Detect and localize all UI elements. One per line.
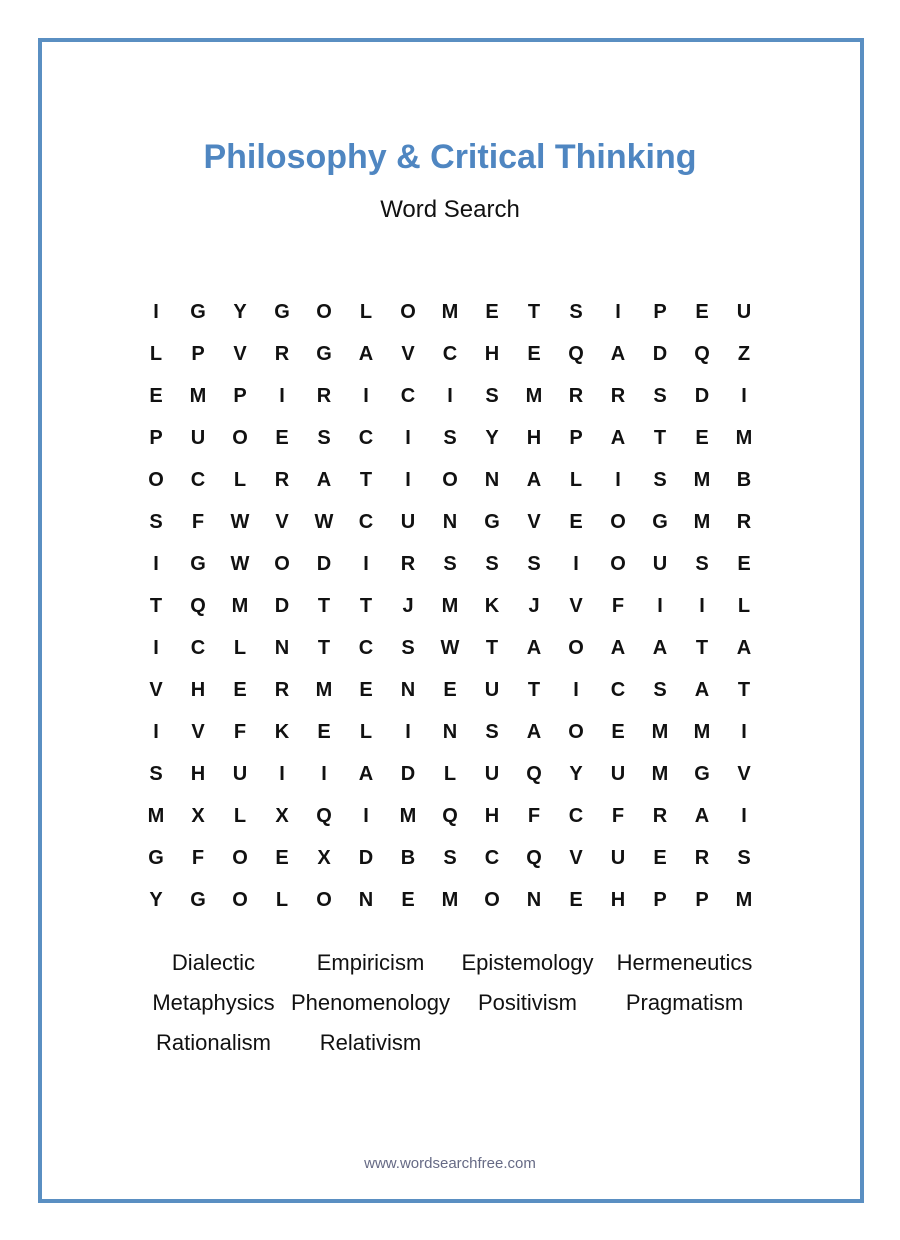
grid-letter: A: [610, 426, 626, 449]
grid-letter: M: [525, 384, 543, 407]
grid-letter: U: [652, 552, 668, 575]
word-list-item: Positivism: [477, 990, 577, 1015]
grid-letter: L: [233, 468, 247, 491]
grid-letter: T: [317, 636, 331, 659]
grid-letter: Q: [526, 762, 542, 785]
grid-letter: L: [737, 594, 751, 617]
grid-letter: F: [611, 594, 625, 617]
grid-letter: J: [402, 594, 414, 617]
grid-letter: R: [610, 384, 626, 407]
grid-letter: S: [317, 426, 331, 449]
grid-letter: E: [611, 720, 625, 743]
page-title: Philosophy & Critical Thinking: [203, 138, 697, 176]
grid-letter: W: [230, 510, 250, 533]
grid-letter: D: [694, 384, 710, 407]
grid-letter: J: [528, 594, 540, 617]
grid-letter: T: [527, 678, 541, 701]
grid-letter: V: [569, 594, 583, 617]
grid-letter: Q: [568, 342, 584, 365]
grid-letter: O: [316, 300, 332, 323]
word-list-item: Epistemology: [461, 950, 594, 975]
grid-letter: I: [741, 804, 747, 827]
grid-letter: S: [569, 300, 583, 323]
grid-letter: R: [274, 342, 290, 365]
grid-letter: Y: [149, 888, 163, 911]
grid-letter: S: [737, 846, 751, 869]
grid-letter: Y: [485, 426, 499, 449]
grid-letter: M: [693, 510, 711, 533]
grid-letter: W: [440, 636, 460, 659]
grid-letter: L: [275, 888, 289, 911]
grid-letter: A: [316, 468, 332, 491]
grid-letter: I: [615, 300, 621, 323]
grid-letter: U: [484, 678, 500, 701]
grid-letter: Q: [694, 342, 710, 365]
grid-letter: A: [358, 762, 374, 785]
grid-letter: A: [526, 636, 542, 659]
grid-letter: Q: [526, 846, 542, 869]
grid-letter: I: [153, 720, 159, 743]
grid-letter: N: [442, 720, 458, 743]
grid-letter: D: [274, 594, 290, 617]
letter-grid: [135, 291, 765, 921]
grid-letter: A: [736, 636, 752, 659]
grid-letter: U: [190, 426, 206, 449]
grid-letter: I: [153, 552, 159, 575]
grid-letter: O: [568, 720, 584, 743]
grid-letter: H: [190, 762, 206, 785]
grid-letter: E: [317, 720, 331, 743]
grid-letter: S: [149, 762, 163, 785]
grid-letter: I: [363, 552, 369, 575]
grid-letter: I: [153, 300, 159, 323]
grid-letter: T: [359, 468, 373, 491]
grid-letter: W: [230, 552, 250, 575]
grid-letter: T: [485, 636, 499, 659]
grid-letter: L: [569, 468, 583, 491]
grid-letter: E: [443, 678, 457, 701]
grid-letter: L: [443, 762, 457, 785]
grid-letter: M: [315, 678, 333, 701]
grid-letter: O: [232, 426, 248, 449]
grid-letter: I: [741, 720, 747, 743]
grid-letter: S: [149, 510, 163, 533]
grid-letter: O: [316, 888, 332, 911]
grid-letter: S: [485, 720, 499, 743]
grid-letter: X: [317, 846, 331, 869]
grid-letter: C: [442, 342, 458, 365]
grid-letter: R: [736, 510, 752, 533]
grid-letter: L: [359, 300, 373, 323]
grid-letter: S: [485, 552, 499, 575]
grid-letter: I: [279, 762, 285, 785]
grid-letter: C: [358, 510, 374, 533]
grid-letter: T: [149, 594, 163, 617]
grid-letter: F: [527, 804, 541, 827]
grid-letter: I: [573, 552, 579, 575]
grid-letter: M: [441, 888, 459, 911]
grid-letter: M: [231, 594, 249, 617]
grid-letter: G: [652, 510, 668, 533]
grid-letter: Q: [442, 804, 458, 827]
grid-letter: B: [736, 468, 752, 491]
grid-letter: P: [191, 342, 205, 365]
grid-letter: A: [358, 342, 374, 365]
grid-letter: C: [358, 426, 374, 449]
word-list: [135, 943, 763, 1063]
grid-letter: A: [694, 804, 710, 827]
grid-letter: R: [652, 804, 668, 827]
grid-letter: I: [699, 594, 705, 617]
grid-letter: G: [148, 846, 164, 869]
grid-letter: I: [153, 636, 159, 659]
grid-letter: E: [527, 342, 541, 365]
grid-letter: S: [401, 636, 415, 659]
grid-letter: I: [363, 804, 369, 827]
grid-letter: X: [275, 804, 289, 827]
grid-letter: U: [232, 762, 248, 785]
grid-letter: C: [400, 384, 416, 407]
grid-letter: M: [651, 762, 669, 785]
grid-letter: C: [358, 636, 374, 659]
grid-letter: A: [526, 720, 542, 743]
word-list-item: Rationalism: [156, 1030, 271, 1055]
grid-letter: L: [233, 804, 247, 827]
grid-letter: P: [233, 384, 247, 407]
grid-letter: X: [191, 804, 205, 827]
grid-letter: E: [401, 888, 415, 911]
grid-letter: O: [274, 552, 290, 575]
grid-letter: N: [274, 636, 290, 659]
grid-letter: U: [736, 300, 752, 323]
grid-letter: D: [652, 342, 668, 365]
grid-letter: I: [321, 762, 327, 785]
grid-letter: H: [610, 888, 626, 911]
grid-letter: S: [527, 552, 541, 575]
grid-letter: U: [610, 762, 626, 785]
grid-letter: R: [316, 384, 332, 407]
grid-letter: A: [694, 678, 710, 701]
grid-letter: S: [653, 678, 667, 701]
grid-letter: Z: [737, 342, 751, 365]
grid-letter: C: [190, 636, 206, 659]
grid-letter: A: [526, 468, 542, 491]
grid-letter: T: [653, 426, 667, 449]
grid-letter: O: [400, 300, 416, 323]
grid-letter: R: [400, 552, 416, 575]
grid-letter: M: [441, 300, 459, 323]
grid-letter: I: [447, 384, 453, 407]
grid-letter: Y: [233, 300, 247, 323]
grid-letter: E: [485, 300, 499, 323]
grid-letter: O: [232, 846, 248, 869]
grid-letter: N: [484, 468, 500, 491]
grid-letter: I: [615, 468, 621, 491]
grid-letter: I: [405, 468, 411, 491]
grid-letter: C: [484, 846, 500, 869]
grid-letter: G: [484, 510, 500, 533]
grid-letter: T: [527, 300, 541, 323]
grid-letter: G: [190, 300, 206, 323]
grid-letter: G: [190, 552, 206, 575]
grid-letter: G: [190, 888, 206, 911]
grid-letter: I: [363, 384, 369, 407]
word-list-item: Dialectic: [171, 950, 256, 975]
grid-letter: V: [737, 762, 751, 785]
grid-letter: S: [443, 552, 457, 575]
grid-letter: S: [443, 426, 457, 449]
grid-letter: E: [233, 678, 247, 701]
grid-letter: K: [274, 720, 290, 743]
grid-letter: U: [400, 510, 416, 533]
grid-letter: L: [359, 720, 373, 743]
word-list-item: Relativism: [319, 1030, 422, 1055]
grid-letter: M: [735, 888, 753, 911]
grid-letter: M: [651, 720, 669, 743]
word-list-item: Metaphysics: [152, 990, 275, 1015]
grid-letter: L: [233, 636, 247, 659]
word-list-item: Phenomenology: [291, 990, 451, 1015]
grid-letter: M: [147, 804, 165, 827]
grid-letter: O: [442, 468, 458, 491]
grid-letter: H: [484, 804, 500, 827]
grid-letter: V: [149, 678, 163, 701]
grid-letter: S: [443, 846, 457, 869]
grid-letter: G: [316, 342, 332, 365]
grid-letter: V: [527, 510, 541, 533]
grid-letter: Y: [569, 762, 583, 785]
grid-letter: I: [279, 384, 285, 407]
grid-letter: A: [610, 342, 626, 365]
grid-letter: E: [569, 510, 583, 533]
grid-letter: V: [233, 342, 247, 365]
grid-letter: Q: [316, 804, 332, 827]
grid-letter: N: [442, 510, 458, 533]
word-list-item: Empiricism: [316, 950, 425, 975]
grid-letter: R: [274, 468, 290, 491]
grid-letter: T: [359, 594, 373, 617]
grid-letter: E: [275, 426, 289, 449]
grid-letter: G: [274, 300, 290, 323]
grid-letter: E: [695, 300, 709, 323]
grid-letter: A: [610, 636, 626, 659]
grid-letter: E: [653, 846, 667, 869]
grid-letter: U: [484, 762, 500, 785]
grid-letter: S: [695, 552, 709, 575]
grid-letter: T: [317, 594, 331, 617]
grid-letter: M: [693, 468, 711, 491]
grid-letter: R: [694, 846, 710, 869]
grid-letter: H: [484, 342, 500, 365]
grid-letter: O: [232, 888, 248, 911]
grid-letter: G: [694, 762, 710, 785]
grid-letter: E: [737, 552, 751, 575]
grid-letter: D: [358, 846, 374, 869]
grid-letter: R: [274, 678, 290, 701]
grid-letter: T: [737, 678, 751, 701]
grid-letter: M: [735, 426, 753, 449]
grid-letter: O: [148, 468, 164, 491]
grid-letter: L: [149, 342, 163, 365]
grid-letter: F: [191, 846, 205, 869]
grid-letter: V: [401, 342, 415, 365]
grid-letter: D: [400, 762, 416, 785]
grid-letter: S: [485, 384, 499, 407]
grid-letter: N: [526, 888, 542, 911]
word-list-item: Pragmatism: [625, 990, 744, 1015]
grid-letter: T: [695, 636, 709, 659]
grid-letter: I: [741, 384, 747, 407]
grid-letter: C: [610, 678, 626, 701]
grid-letter: V: [191, 720, 205, 743]
grid-letter: O: [610, 552, 626, 575]
grid-letter: E: [569, 888, 583, 911]
grid-letter: D: [316, 552, 332, 575]
grid-letter: O: [610, 510, 626, 533]
grid-letter: M: [693, 720, 711, 743]
word-list-item: Hermeneutics: [616, 950, 753, 975]
grid-letter: C: [190, 468, 206, 491]
grid-letter: P: [149, 426, 163, 449]
grid-letter: F: [611, 804, 625, 827]
grid-letter: E: [695, 426, 709, 449]
grid-letter: H: [190, 678, 206, 701]
grid-letter: V: [275, 510, 289, 533]
grid-letter: E: [275, 846, 289, 869]
grid-letter: M: [189, 384, 207, 407]
grid-letter: I: [657, 594, 663, 617]
grid-letter: M: [399, 804, 417, 827]
grid-letter: M: [441, 594, 459, 617]
grid-letter: I: [405, 720, 411, 743]
grid-letter: W: [314, 510, 334, 533]
grid-letter: C: [568, 804, 584, 827]
grid-letter: U: [610, 846, 626, 869]
footer-url: www.wordsearchfree.com: [364, 1155, 536, 1172]
grid-letter: R: [568, 384, 584, 407]
grid-letter: S: [653, 384, 667, 407]
grid-letter: S: [653, 468, 667, 491]
grid-letter: P: [653, 888, 667, 911]
grid-letter: Q: [190, 594, 206, 617]
page-subtitle: Word Search: [380, 196, 520, 223]
grid-letter: F: [233, 720, 247, 743]
grid-letter: P: [695, 888, 709, 911]
grid-letter: E: [149, 384, 163, 407]
grid-letter: O: [568, 636, 584, 659]
grid-letter: I: [405, 426, 411, 449]
grid-letter: O: [484, 888, 500, 911]
grid-letter: I: [573, 678, 579, 701]
grid-letter: H: [526, 426, 542, 449]
grid-letter: B: [400, 846, 416, 869]
grid-letter: F: [191, 510, 205, 533]
grid-letter: E: [359, 678, 373, 701]
grid-letter: P: [569, 426, 583, 449]
grid-letter: K: [484, 594, 500, 617]
grid-letter: V: [569, 846, 583, 869]
grid-letter: N: [400, 678, 416, 701]
grid-letter: A: [652, 636, 668, 659]
grid-letter: P: [653, 300, 667, 323]
grid-letter: N: [358, 888, 374, 911]
